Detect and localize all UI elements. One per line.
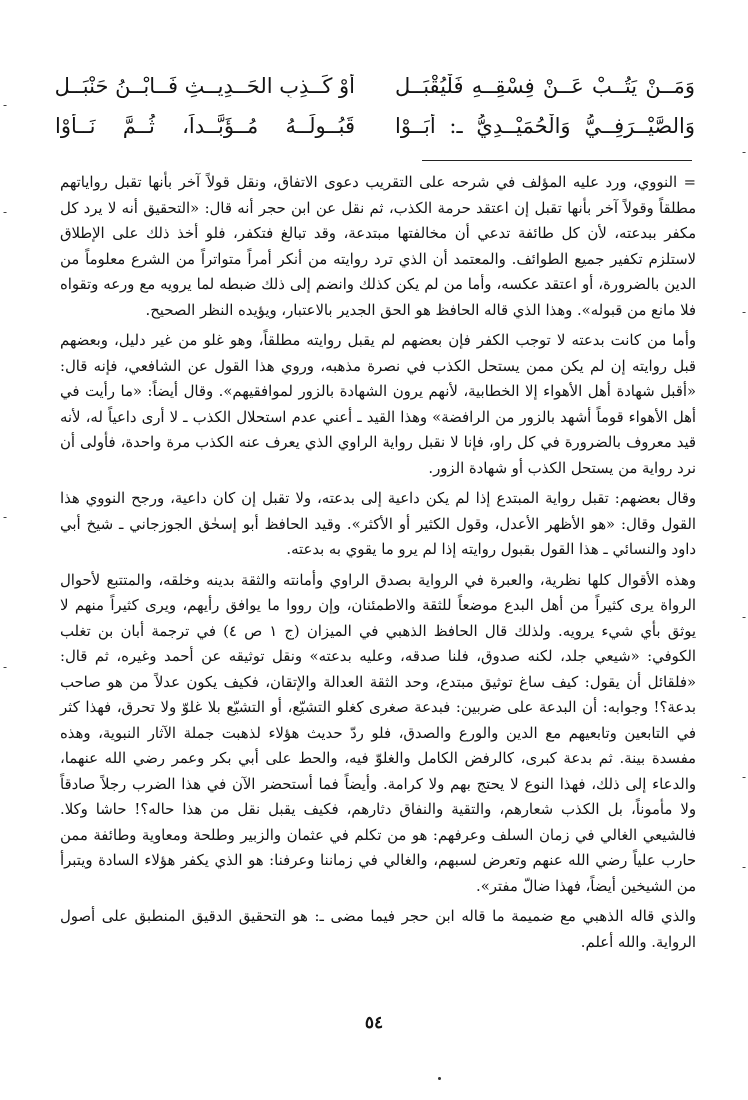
commentary-text [60,170,696,960]
scan-margin-mark: - [3,510,8,524]
verse-hemistich-left: أَوْ كَــذِبِ الحَــدِيــثِ فَــابْــنُ حَنْبَــلِ [55,74,355,98]
poem-verse-block [55,66,695,146]
scan-margin-mark: - [741,770,746,784]
footnote-separator [422,160,692,161]
scan-margin-mark: - [3,205,8,219]
scan-margin-mark: - [3,98,8,112]
verse-hemistich-right: وَمَــنْ يَتُــبْ عَــنْ فِسْقِــهِ فَلْيُقْبَــلِ [395,74,695,98]
paragraph: والذي قاله الذهبي مع ضميمة ما قاله ابن حجر فيما مضى ـ: هو التحقيق الدقيق المنطبق على أصول الرواية. والله أعلم. [60,908,696,951]
page-number: ٥٤ [364,1013,384,1033]
scan-margin-mark: - [3,660,8,674]
scan-margin-mark: - [741,145,746,159]
scan-margin-mark: - [741,860,746,874]
paragraph: وهذه الأقوال كلها نظرية، والعبرة في الرواية بصدق الراوي وأمانته والثقة بدينه وخلقه، والمتتبع لأحوال الرواة يرى كثيراً من أهل البدع موضعاً للثقة والاطمئنان، وإن رووا ما يوافق رأيهم، ويرى كثيراً منهم لا يوثق بأي شيء يرويه. ولذلك قال الحافظ الذهبي في الميزان (ج ١ ص ٤) في ترجمة أبان بن تغلب الكوفي: «شيعي جلد، لكنه صدوق، فلنا صدقه، وعليه بدعته» ونقل توثيقه عن أحمد وغيره، ثم قال: «فلقائل أن يقول: كيف ساغ توثيق مبتدع، وحد الثقة العدالة والإتقان، فكيف يكون عدلاً من هو صاحب بدعة؟! وجوابه: أن البدعة على ضربين: فبدعة صغرى كغلو التشيّع، أو التشيّع بلا غلوّ ولا تحرق، فهذا كثر في التابعين وتابعيهم مع الدين والورع والصدق، فلو ردّ حديث هؤلاء لذهبت جملة الآثار النبوية، وهذه مفسدة بينة. ثم بدعة كبرى، كالرفض الكامل والغلوّ فيه، والحط على أبي بكر وعمر رضي الله عنهما، والدعاء إلى ذلك، فهذا النوع لا يحتج بهم ولا كرامة. وأيضاً فما أستحضر الآن في هذا الضرب رجلاً صادقاً ولا مأموناً، بل الكذب شعارهم، والتقية والنفاق دثارهم، فكيف يقبل نقل من هذا حاله؟! حاشا وكلا. فالشيعي الغالي في زمان السلف وعرفهم: هو من تكلم في عثمان والزبير وطلحة ومعاوية وطائفة ممن حارب علياً رضي الله عنهم وتعرض لسبهم، والغالي في زماننا وعرفنا: هو الذي يكفر هؤلاء السادة ويتبرأ من الشيخين أيضاً، فهذا ضالّ مفتر». [60,571,696,895]
scan-dot [438,1077,441,1080]
paragraph: = النووي، ورد عليه المؤلف في شرحه على التقريب دعوى الاتفاق، ونقل قولاً آخر بأنها تقبل رواياتهم مطلقاً وقولاً آخر بأنها تقبل إن اعتقد حرمة الكذب، ثم نقل عن ابن حجر أنه قال: «التحقيق أنه لا يرد كل مكفر ببدعته، لأن كل طائفة تدعي أن مخالفتها مبتدعة، وقد تبالغ فتكفر، فلو أخذ ذلك على الإطلاق لاستلزم تكفير جميع الطوائف. والمعتمد أن الذي ترد روايته من أنكر أمراً متواتراً من الشرع معلوماً من الدين بالضرورة، أو اعتقد عكسه، وأما من لم يكن كذلك وانضم إلى ذلك ضبطه لما يرويه مع ورعه وتقواه فلا مانع من قبوله». وهذا الذي قاله الحافظ هو الحق الجدير بالاعتبار، ويؤيده النظر الصحيح. [60,174,696,319]
verse-line-1 [55,66,695,106]
scan-margin-mark: - [741,305,746,319]
paragraph: وأما من كانت بدعته لا توجب الكفر فإن بعضهم لم يقبل روايته مطلقاً، وهو غلو من غير دليل، وبعضهم قبل روايته إن لم يكن ممن يستحل الكذب في نصرة مذهبه، وروي هذا القول عن الشافعي، فإنه قال: «أقبل شهادة أهل الأهواء إلا الخطابية، لأنهم يرون الشهادة بالزور لموافقيهم». وقال أيضاً: «ما رأيت في أهل الأهواء قوماً أشهد بالزور من الرافضة» وهذا القيد ـ أعني عدم استحلال الكذب ـ لا أرى داعياً له، لأنه قيد معروف بالضرورة في كل راو، فإنا لا نقبل رواية الراوي الذي يعرف عنه الكذب مرة واحدة، فأولى أن نرد رواية من يستحل الكذب أو شهادة الزور. [60,332,696,477]
verse-hemistich-right: وَالصَّيْــرَفِــيُّ وَالْحُمَيْــدِيُّ ـ: أَبَــوْا [395,114,695,138]
paragraph: وقال بعضهم: تقبل رواية المبتدع إذا لم يكن داعية إلى بدعته، ولا تقبل إن كان داعية، ورجح النووي هذا القول وقال: «هو الأظهر الأعدل، وقول الكثير أو الأكثر». وقيد الحافظ أبو إسحٰق الجوزجاني ـ شيخ أبي داود والنسائي ـ هذا القول بقبول روايته إذا لم يرو ما يقوي به بدعته. [60,490,696,558]
scan-margin-mark: - [741,610,746,624]
verse-hemistich-left: قَبُــولَــهُ مُــؤَبَّــداً، ثُــمَّ نَــأَوْا [55,114,355,138]
verse-line-2 [55,106,695,146]
